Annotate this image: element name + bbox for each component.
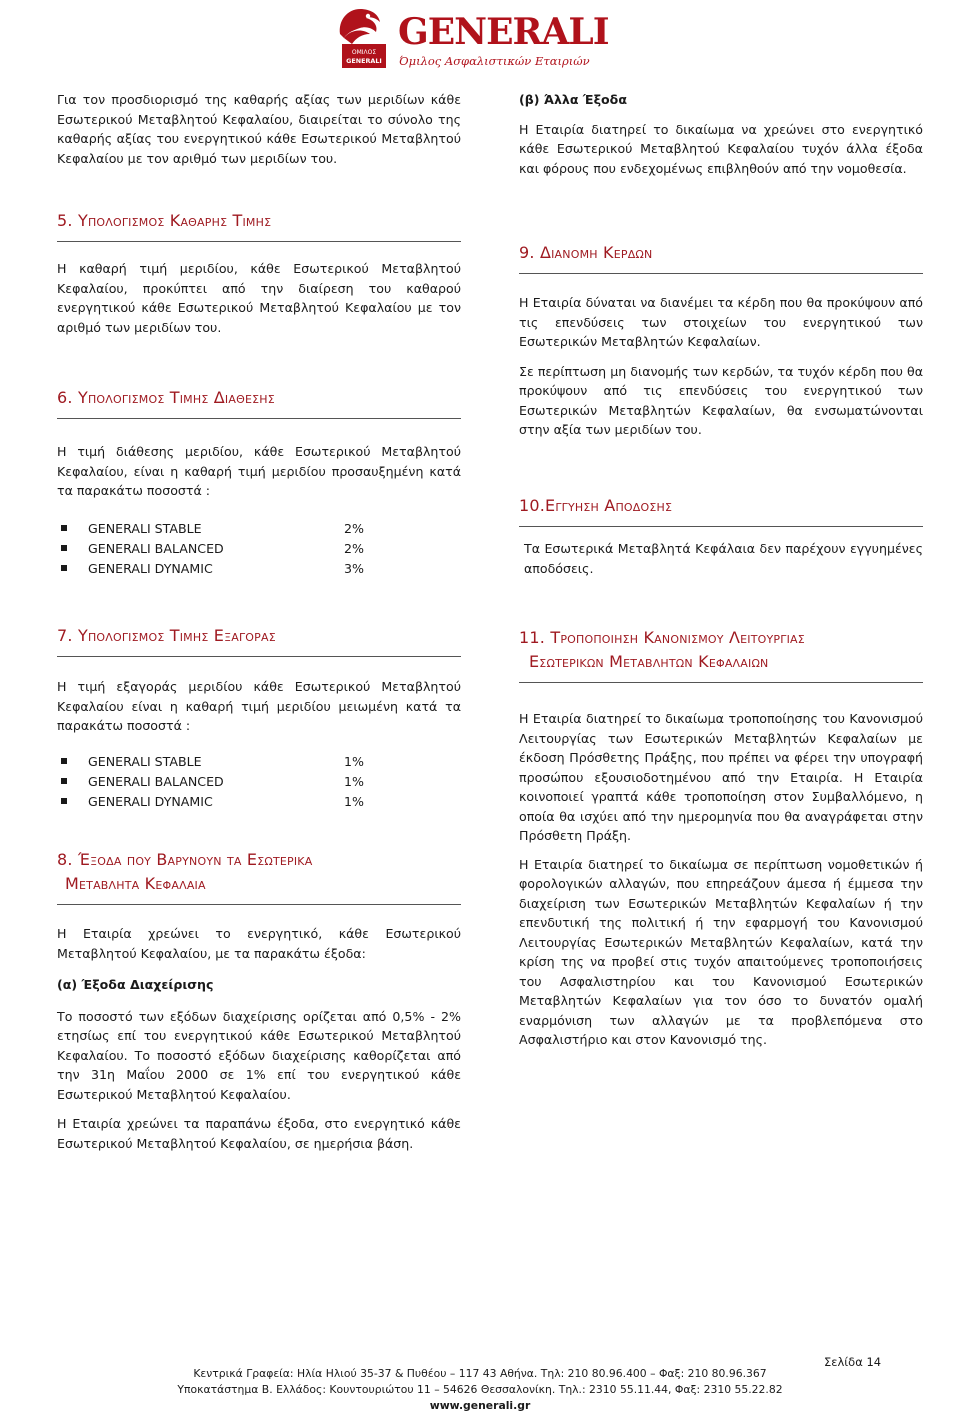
section-title-line2: Εσωτερικων Μεταβλητων Κεφαλαιων: [529, 652, 769, 671]
heading-rule: [57, 241, 461, 242]
list-item: [57, 519, 461, 539]
section-7-heading: [57, 624, 461, 648]
section-7-text: Η τιμή εξαγοράς μεριδίου κάθε Εσωτερικού Μεταβλητού Κεφαλαίου είναι η καθαρή τιμή μεριδίου μειωμένη κατά τα παρακάτω ποσοστά :: [57, 679, 461, 733]
section-5: [57, 209, 461, 337]
fund-percent: 1%: [344, 773, 364, 789]
brand-name: GENERALI: [398, 11, 609, 53]
heading-rule: [519, 526, 923, 527]
section-5-heading: [57, 209, 461, 233]
section-title: Υπολογισμος Τιμης Εξαγορας: [77, 626, 276, 645]
heading-rule: [519, 682, 923, 683]
fund-percent: 2%: [344, 520, 364, 536]
list-item: [57, 772, 461, 792]
lion-emblem-icon: [332, 4, 394, 68]
section-number: 5.: [57, 211, 73, 230]
fund-name: GENERALI DYNAMIC: [88, 793, 213, 809]
page-number: Σελίδα 14: [824, 1355, 882, 1369]
section-title: Διανομη Κερδων: [539, 243, 653, 262]
section-title-line1: Τροποποιηση Κανονισμου Λειτουργιας: [550, 628, 805, 647]
brand-subtitle: Όμιλος Ασφαλιστικών Εταιριών: [399, 54, 590, 68]
section-7-fund-list: [57, 752, 461, 812]
heading-rule: [57, 418, 461, 419]
fund-name: GENERALI BALANCED: [88, 540, 224, 556]
section-9-text-1: Η Εταιρία δύναται να διανέμει τα κέρδη που θα προκύψουν από τις επενδύσεις των στοιχείων του ενεργητικού των Εσωτερικών Μεταβλητών Κεφαλαίων.: [519, 295, 923, 349]
generali-logo: [332, 4, 609, 68]
section-6-fund-list: [57, 519, 461, 579]
fund-name: GENERALI BALANCED: [88, 773, 224, 789]
section-5-text: Η καθαρή τιμή μεριδίου, κάθε Εσωτερικού Μεταβλητού Κεφαλαίου, προκύπτει από την διαίρεση του καθαρού ενεργητικού κάθε Εσωτερικού Μεταβλητού Κεφαλαίου με τον αριθμό των μεριδίων του.: [57, 261, 461, 335]
intro-paragraph: Για τον προσδιορισμό της καθαρής αξίας των μεριδίων κάθε Εσωτερικού Μεταβλητού Κεφαλαίου, διαιρείται το σύνολο της καθαρής αξίας του ενεργητικού κάθε Εσωτερικού Μεταβλητού Κεφαλαίου με τον αριθμό των μεριδίων του.: [57, 92, 461, 166]
section-title: Υπολογισμος Καθαρης Τιμης: [77, 211, 272, 230]
footer-website-link[interactable]: www.generali.gr: [429, 1398, 531, 1412]
list-item: [57, 539, 461, 559]
section-11-heading: [519, 626, 923, 650]
section-7: [57, 624, 461, 812]
heading-rule: [519, 273, 923, 274]
management-fees-text: Το ποσοστό των εξόδων διαχείρισης ορίζεται από 0,5% - 2% ετησίως επί του ενεργητικού κάθε Εσωτερικού Μεταβλητού Κεφαλαίου. Το ποσοστό εξόδων διαχείρισης καθορίζεται από την 31η Μαΐου 2000 σε 1% επί του ενεργητικού κάθε Εσωτερικού Μεταβλητού Κεφαλαίου.: [57, 1008, 461, 1102]
section-10: [519, 494, 923, 578]
fund-name: GENERALI STABLE: [88, 753, 202, 769]
daily-charge-text: Η Εταιρία χρεώνει τα παραπάνω έξοδα, στο ενεργητικό κάθε Εσωτερικού Μεταβλητού Κεφαλαίου, σε ημερήσια βάση.: [57, 1116, 461, 1151]
management-fees-heading: (α) Έξοδα Διαχείρισης: [57, 977, 214, 992]
logo-badge-line1: ΟΜΙΛΟΣ: [351, 49, 377, 56]
section-6-heading: [57, 386, 461, 410]
section-title-line2: Μεταβλητα Κεφαλαια: [65, 874, 206, 893]
section-8-text: Η Εταιρία χρεώνει το ενεργητικό, κάθε Εσωτερικού Μεταβλητού Κεφαλαίου, με τα παρακάτω έξοδα:: [57, 926, 461, 961]
section-title: Εγγυηση Αποδοσης: [545, 496, 673, 515]
fund-percent: 3%: [344, 560, 364, 576]
footer-head-office: Κεντρικά Γραφεία: Ηλία Ηλιού 35-37 & Πυθέου – 117 43 Αθήνα. Τηλ: 210 80.96.400 – Φαξ: 210 80.96.367: [193, 1367, 767, 1380]
section-number: 9.: [519, 243, 535, 262]
section-number: 10.: [519, 496, 546, 515]
other-expenses: [519, 90, 923, 178]
section-11: [519, 626, 923, 1050]
left-column: [57, 90, 461, 168]
section-6-text: Η τιμή διάθεσης μεριδίου, κάθε Εσωτερικού Μεταβλητού Κεφαλαίου, είναι η καθαρή τιμή μεριδίου προσαυξημένη κατά τα παρακάτω ποσοστά :: [57, 444, 461, 498]
section-number: 11.: [519, 628, 546, 647]
section-10-heading: [519, 494, 923, 518]
section-9: [519, 241, 923, 440]
section-number: 7.: [57, 626, 73, 645]
section-8: [57, 848, 461, 1153]
section-title: Υπολογισμος Τιμης Διαθεσης: [77, 388, 275, 407]
footer: [0, 1366, 960, 1413]
logo-badge-line2: GENERALI: [346, 57, 382, 65]
section-11-text-1: Η Εταιρία διατηρεί το δικαίωμα τροποποίησης του Κανονισμού Λειτουργίας των Εσωτερικών Μεταβλητών Κεφαλαίων με έκδοση Πρόσθετης Πράξης, που πρέπει να φέρει την υπογραφή προσώπου εξουσιοδοτημένου από την Εταιρία. Η Εταιρία κοινοποιεί γραπτά κάθε τροποποίηση στον Συμβαλλόμενο, η οποία θα ισχύει από την ημερομηνία που θα αναγράφεται στην Πρόσθετη Πράξη.: [519, 711, 923, 843]
fund-name: GENERALI STABLE: [88, 520, 202, 536]
list-item: [57, 752, 461, 772]
fund-percent: 1%: [344, 793, 364, 809]
list-item: [57, 792, 461, 812]
section-11-text-2: Η Εταιρία διατηρεί το δικαίωμα σε περίπτωση νομοθετικών ή φορολογικών αλλαγών, που επηρεάζουν άμεσα ή έμμεσα την διαχείριση των Εσωτερικών Μεταβλητών Κεφαλαίων ή την επενδυτική της πολιτική ή την εφαρμογή του Κανονισμού Λειτουργίας Εσωτερικών Μεταβλητών Κεφαλαίων, κατά την κρίση της να προβεί στις τυχόν απαιτούμενες τροποποιήσεις του Ασφαλιστηρίου και του Κανονισμού Εσωτερικών Μεταβλητών Κεφαλαίων για τον όσο το δυνατόν ομαλή εναρμόνιση των αλλαγών με τα προβλεπόμενα στο Ασφαλιστήριο και στον Κανονισμό της.: [519, 856, 923, 1047]
section-number: 6.: [57, 388, 73, 407]
heading-rule: [57, 656, 461, 657]
section-number: 8.: [57, 850, 73, 869]
section-6: [57, 386, 461, 579]
section-10-text: Τα Εσωτερικά Μεταβλητά Κεφάλαια δεν παρέχουν εγγυημένες αποδόσεις.: [524, 541, 923, 576]
fund-percent: 1%: [344, 753, 364, 769]
fund-name: GENERALI DYNAMIC: [88, 560, 213, 576]
section-9-heading: [519, 241, 923, 265]
heading-rule: [57, 904, 461, 905]
other-expenses-heading: (β) Άλλα Έξοδα: [519, 92, 627, 107]
section-9-text-2: Σε περίπτωση μη διανομής των κερδών, τα τυχόν κέρδη που θα προκύψουν από τις επενδύσεις του ενεργητικού των Εσωτερικών Μεταβλητών Κεφαλαίων, θα ενσωματώνονται στην αξία των μεριδίων του.: [519, 363, 923, 437]
fund-percent: 2%: [344, 540, 364, 556]
list-item: [57, 559, 461, 579]
section-title-line1: Έξοδα που Βαρυνουν τα Εσωτερικα: [77, 850, 313, 869]
other-expenses-text: Η Εταιρία διατηρεί το δικαίωμα να χρεώνει στο ενεργητικό κάθε Εσωτερικού Μεταβλητού Κεφαλαίου τυχόν άλλα έξοδα και φόρους που ενδεχομένως επιβληθούν από την νομοθεσία.: [519, 121, 923, 176]
section-8-heading: [57, 848, 461, 872]
footer-branch-office: Υποκατάστημα Β. Ελλάδος: Κουντουριώτου 11 – 54626 Θεσσαλονίκη. Τηλ.: 2310 55.11.44, Φαξ: 2310 55.22.82: [177, 1382, 783, 1396]
